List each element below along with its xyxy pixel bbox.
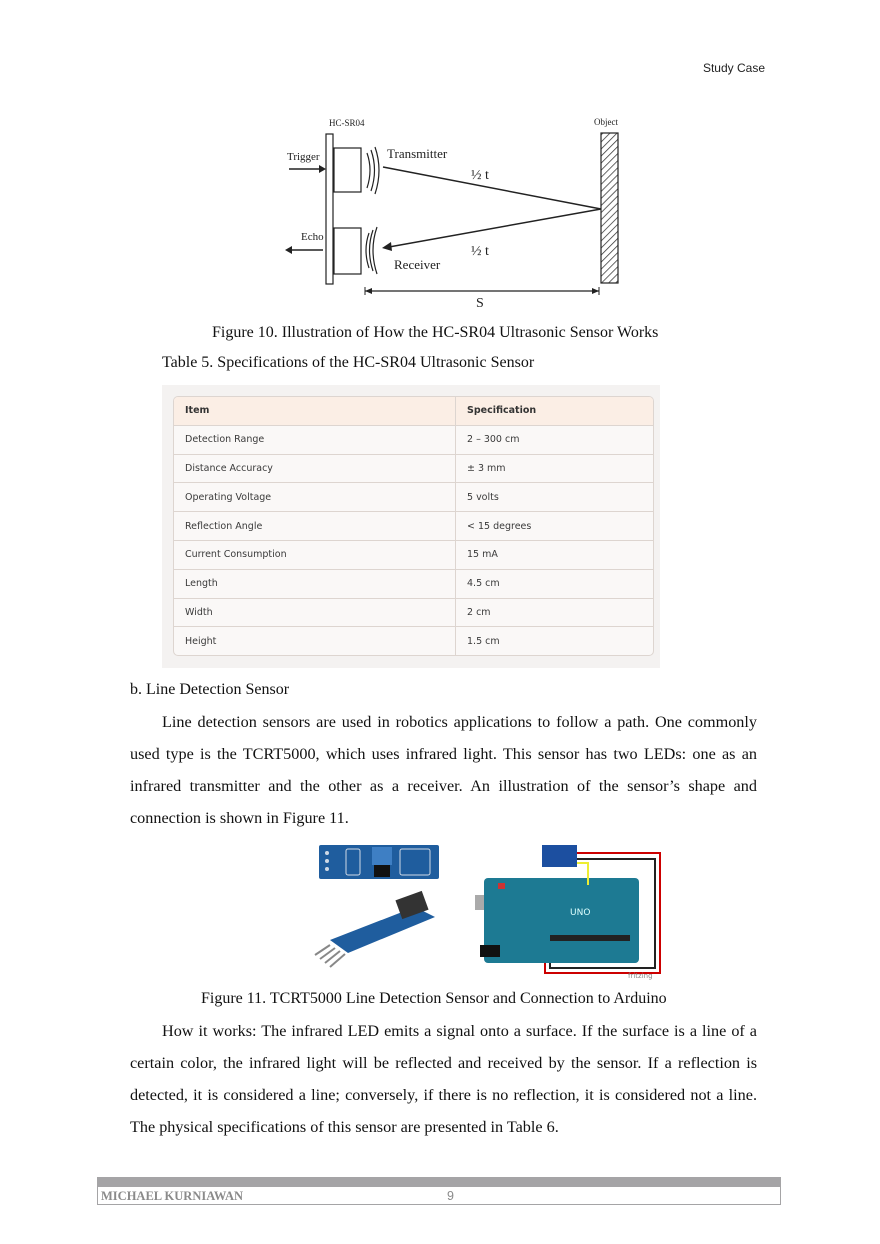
paragraph-text: How it works: The infrared LED emits a signal onto a surface. If the surface is a line of a certain color, the infrared light will be reflected and received by the sensor. If a reflection is detected, it is considered a line; conversely, if there is no reflection, it is considered not a line. The physical specifications of this sensor are presented in Table 6.: [130, 1022, 757, 1136]
spec-cell: 2 – 300 cm: [456, 426, 653, 455]
specifications-table: [173, 396, 654, 656]
table-row: [174, 512, 653, 541]
table-row: [174, 455, 653, 484]
fritzing-credit: fritzing: [628, 972, 653, 980]
section-heading: b. Line Detection Sensor: [130, 681, 290, 698]
spec-cell: 2 cm: [456, 599, 653, 628]
item-cell: Distance Accuracy: [174, 455, 456, 484]
page-footer: [97, 1177, 781, 1205]
arduino-uno-label: UNO: [570, 908, 591, 918]
table-row: [174, 541, 653, 570]
spec-cell: 15 mA: [456, 541, 653, 570]
table-row: [174, 599, 653, 628]
page-number: 9: [447, 1189, 454, 1203]
column-header: Item: [174, 397, 456, 426]
spec-cell: ± 3 mm: [456, 455, 653, 484]
distance-label: S: [476, 296, 484, 308]
spec-cell: 4.5 cm: [456, 570, 653, 599]
item-cell: Operating Voltage: [174, 483, 456, 512]
spec-cell: 5 volts: [456, 483, 653, 512]
echo-label: Echo: [301, 231, 324, 243]
table-row: [174, 483, 653, 512]
paragraph-text: Line detection sensors are used in robotics applications to follow a path. One commonly used type is the TCRT5000, which uses infrared light. This sensor has two LEDs: one as an infrared transmitter and the other as a receiver. An illustration of the sensor’s shape and connection is shown in Figure 11.: [130, 713, 757, 827]
object-label: Object: [594, 117, 618, 127]
trigger-label: Trigger: [287, 151, 320, 163]
table-header-row: [174, 397, 653, 426]
module-label: HC-SR04: [329, 118, 365, 128]
paragraph: [130, 706, 757, 834]
table-row: [174, 627, 653, 655]
item-cell: Current Consumption: [174, 541, 456, 570]
figure-10-caption: Figure 10. Illustration of How the HC-SR04 Ultrasonic Sensor Works: [212, 324, 659, 341]
spec-cell: 1.5 cm: [467, 635, 500, 647]
paragraph: [130, 1015, 757, 1143]
tcrt5000-arduino-image: [230, 835, 680, 980]
page-header: Study Case: [702, 61, 765, 75]
table-row: [174, 570, 653, 599]
table-row: [174, 426, 653, 455]
item-cell: Reflection Angle: [174, 512, 456, 541]
item-cell: Height: [174, 627, 456, 655]
figure-11-caption: Figure 11. TCRT5000 Line Detection Sensor and Connection to Arduino: [201, 990, 667, 1007]
item-cell: Detection Range: [174, 426, 456, 455]
item-cell: Length: [174, 570, 456, 599]
half-t-label: ½ t: [471, 168, 489, 183]
ultrasonic-diagram: [283, 113, 628, 308]
column-header: Specification: [456, 397, 653, 426]
table-5-caption: Table 5. Specifications of the HC-SR04 Ultrasonic Sensor: [162, 354, 535, 371]
transmitter-label: Transmitter: [387, 146, 448, 161]
half-t-label: ½ t: [471, 244, 489, 259]
item-cell: Width: [174, 599, 456, 628]
spec-cell: < 15 degrees: [456, 512, 653, 541]
receiver-label: Receiver: [394, 257, 441, 272]
footer-author: MICHAEL KURNIAWAN: [101, 1189, 244, 1203]
specifications-table-image: [162, 385, 660, 668]
footer-bar: [98, 1178, 780, 1187]
